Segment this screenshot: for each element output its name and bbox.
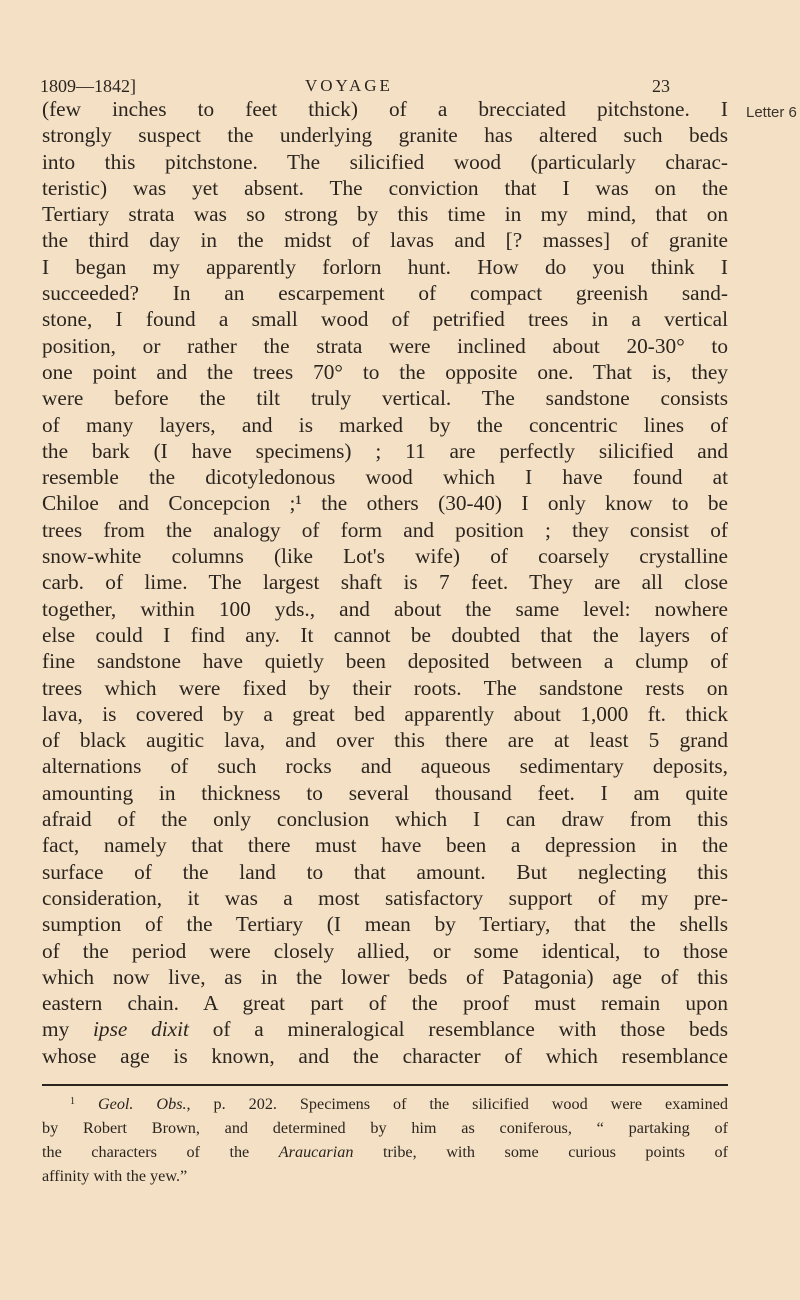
- citation: Geol. Obs.: [97, 1095, 187, 1113]
- text: my: [42, 1017, 93, 1042]
- footnote-divider: [42, 1084, 728, 1086]
- italic-phrase: ipse dixit: [93, 1017, 189, 1042]
- italic-term: Araucarian: [278, 1143, 354, 1161]
- body-line: the bark (I have specimens) ; 11 are perfectly silicified and: [42, 438, 728, 463]
- body-line: stone, I found a small wood of petrified trees in a vertical: [42, 307, 728, 332]
- footnote-line: affinity with the yew.”: [42, 1167, 188, 1185]
- body-line: were before the tilt truly vertical. The sandstone consists: [42, 386, 728, 411]
- body-line: strongly suspect the underlying granite has altered such beds: [42, 123, 728, 148]
- body-line: teristic) was yet absent. The conviction that I was on the: [42, 175, 728, 200]
- body-line: together, within 100 yds., and about the same level: nowhere: [42, 596, 728, 621]
- margin-note: Letter 6: [746, 104, 797, 121]
- body-line: one point and the trees 70° to the opposite one. That is, they: [42, 359, 728, 384]
- body-line: [42, 1016, 728, 1042]
- footnote-line: [42, 1140, 728, 1164]
- text: tribe, with some curious points of: [353, 1143, 729, 1161]
- body-line: amounting in thickness to several thousand feet. I am quite: [42, 780, 728, 805]
- body-line: of many layers, and is marked by the concentric lines of: [42, 412, 728, 437]
- body-line: Tertiary strata was so strong by this time in my mind, that on: [42, 202, 728, 227]
- body-line: trees from the analogy of form and position ; they consist of: [42, 517, 728, 542]
- body-line: fact, namely that there must have been a depression in the: [42, 833, 728, 858]
- body-line: snow-white columns (like Lot's wife) of coarsely crystalline: [42, 544, 728, 569]
- body-line: consideration, it was a most satisfactory support of my pre-: [42, 885, 728, 910]
- body-line: into this pitchstone. The silicified wood (particularly charac-: [42, 149, 728, 174]
- running-head-title: VOYAGE: [305, 76, 393, 95]
- body-line: resemble the dicotyledonous wood which I have found at: [42, 465, 728, 490]
- body-text: [42, 96, 728, 1069]
- footnote-line: [42, 1092, 728, 1116]
- body-line: alternations of such rocks and aqueous sedimentary deposits,: [42, 754, 728, 779]
- body-line: fine sandstone have quietly been deposited between a clump of: [42, 649, 728, 674]
- body-line: Chiloe and Concepcion ;¹ the others (30-40) I only know to be: [42, 491, 728, 516]
- body-line: (few inches to feet thick) of a brecciated pitchstone. I: [42, 97, 728, 121]
- text: of a mineralogical resemblance with those beds: [188, 1017, 728, 1042]
- body-line: whose age is known, and the character of which resemblance: [42, 1043, 728, 1068]
- text: , p. 202. Specimens of the silicified wood were examined: [186, 1095, 728, 1113]
- page-number: 23: [652, 76, 670, 96]
- running-head-dates: 1809—1842]: [40, 76, 136, 96]
- body-line: surface of the land to that amount. But neglecting this: [42, 859, 728, 884]
- footnote: [42, 1092, 728, 1188]
- body-line: succeeded? In an escarpement of compact greenish sand-: [42, 281, 728, 306]
- body-line: lava, is covered by a great bed apparently about 1,000 ft. thick: [42, 701, 728, 726]
- body-line: trees which were fixed by their roots. The sandstone rests on: [42, 675, 728, 700]
- footnote-line: by Robert Brown, and determined by him as coniferous, “ partaking of: [42, 1119, 728, 1137]
- body-line: the third day in the midst of lavas and [? masses] of granite: [42, 228, 728, 253]
- body-line: eastern chain. A great part of the proof must remain upon: [42, 991, 728, 1016]
- body-line: of black augitic lava, and over this there are at least 5 grand: [42, 728, 728, 753]
- body-line: position, or rather the strata were inclined about 20-30° to: [42, 333, 728, 358]
- body-line: which now live, as in the lower beds of Patagonia) age of this: [42, 964, 728, 989]
- body-line: else could I find any. It cannot be doubted that the layers of: [42, 622, 728, 647]
- body-line: I began my apparently forlorn hunt. How do you think I: [42, 254, 728, 279]
- text: the characters of the: [42, 1143, 279, 1161]
- footnote-marker: 1: [70, 1096, 75, 1107]
- body-line: sumption of the Tertiary (I mean by Tertiary, that the shells: [42, 912, 728, 937]
- body-line: of the period were closely allied, or some identical, to those: [42, 938, 728, 963]
- body-line: afraid of the only conclusion which I can draw from this: [42, 807, 728, 832]
- body-line: carb. of lime. The largest shaft is 7 feet. They are all close: [42, 570, 728, 595]
